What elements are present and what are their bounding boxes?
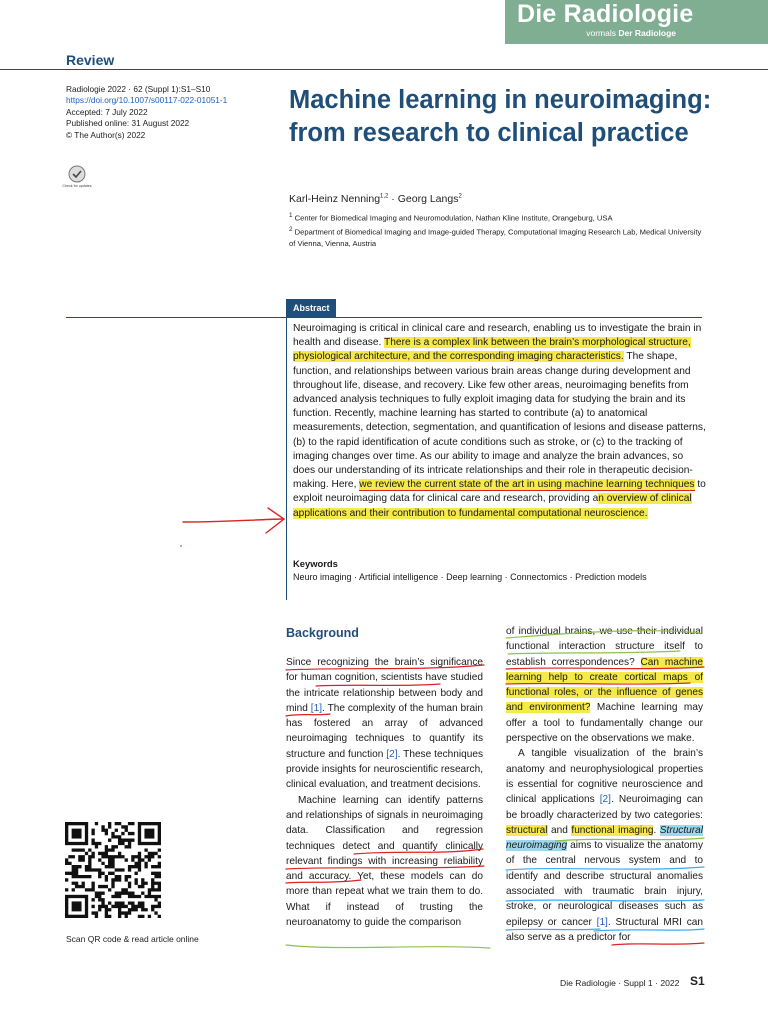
affiliation-1: [289, 210, 709, 224]
affiliation-text: Department of Biomedical Imaging and Image-guided Therapy, Computational Imaging Research Lab, Medical University of Vienna, Vienna, Austria: [289, 227, 702, 249]
body-text: and: [547, 824, 572, 836]
article-title: Machine learning in neuroimaging: from research to clinical practice: [289, 86, 712, 147]
header-divider: [0, 69, 768, 70]
affiliation-num: 2: [289, 226, 293, 233]
check-for-updates-icon[interactable]: [62, 165, 92, 191]
author-name: Georg Langs: [397, 193, 459, 205]
article-metadata: [66, 84, 227, 141]
journal-former-name: [586, 28, 676, 38]
page-number: S1: [690, 974, 705, 988]
copyright: © The Author(s) 2022: [66, 129, 146, 140]
body-column-1: [286, 655, 483, 930]
author-sup: 1,2: [380, 193, 389, 200]
author-separator: ·: [388, 193, 398, 205]
abstract-border: [286, 317, 287, 600]
highlighted-word: structural: [506, 824, 548, 836]
ink-dot: [180, 545, 182, 547]
body-text: . These techniques provide insights for neuroscientific research, clinical evaluation, and treatment decisions.: [286, 748, 483, 791]
section-label: Review: [66, 52, 115, 68]
abstract-divider: [66, 317, 702, 318]
journal-name: Die Radiologie: [517, 0, 694, 28]
abstract-label: Abstract: [286, 299, 336, 317]
paragraph: Machine learning can identify patterns and relationships of signals in neuroimaging data. Classification and regression techniques detect and quantify clinically relevant findings with increasing reliability and accuracy. Yet, these models can do more than repeat what we train them to do. What if instead of trusting the neuroanatomy to guide the comparison: [286, 794, 483, 929]
paragraph: [506, 746, 703, 945]
highlighted-sentence: There is a complex link between the brain’s morphological structure, physiological architecture, and the corresponding imaging characteristics.: [293, 337, 691, 363]
highlighted-sentence: n overview of clinical applications and their contribution to fundamental computational neuroscience.: [293, 493, 692, 519]
body-text: of individual brains, we use their individual functional interaction structure itself to establish correspondences?: [506, 626, 703, 668]
body-text: . Structural MRI can also serve as a predictor for: [506, 916, 703, 943]
footer-journal: Die Radiologie · Suppl 1 · 2022: [560, 978, 680, 988]
author-list: [289, 193, 462, 205]
body-text: A tangible visualization of the brain’s anatomy and neurophysiological properties is essential for cognitive neuroscience and clinical applications: [506, 748, 703, 806]
abstract-sentence: The shape, function, and relationships between various brain areas change during development and throughout life, disease, and recovery. Like few other areas, neuroimaging benefits from advanced analysis techniques to fully exploit imaging data for studying the brain and its function. Recently, machine learning has started to contribute (a) to anatomical measurements, detection, segmentation, and quantification of lesions and disease patterns, (b) to the rapid identification of acute conditions such as stroke, or (c) to the tracking of imaging changes over time. As our ability to image and analyze the brain advances, so does our understanding of its intricate relationships and their role in therapeutic decision-making. Here,: [293, 351, 706, 491]
qr-code[interactable]: [65, 822, 161, 918]
affiliation-2: [289, 224, 709, 250]
highlighted-word: functional imaging: [571, 824, 654, 836]
reference-link[interactable]: [2]: [386, 748, 398, 760]
body-text: . The complexity of the human brain has fostered an array of advanced neuroimaging techniques to quantify its structure and function: [286, 702, 483, 760]
body-text: Machine learning may offer a tool to fundamentally change our perspective on the observations we make.: [506, 702, 703, 745]
section-heading: Background: [286, 626, 359, 640]
author-name: Karl-Heinz Nenning: [289, 193, 381, 205]
journal-sub-prefix: vormals: [586, 28, 616, 38]
paragraph: [506, 624, 703, 746]
published-date: Published online: 31 August 2022: [66, 118, 190, 129]
highlighted-sentence: Can machine learning help to create cortical maps of functional roles, or the influence of genes and environment?: [506, 656, 703, 714]
body-column-2: [506, 624, 703, 945]
abstract-text: [293, 322, 707, 521]
body-text: Since recognizing the brain’s significance for human cognition, scientists have studied the intricate relationship between body and mind: [286, 657, 483, 714]
highlighted-term: Structural neuroimaging: [506, 824, 703, 852]
accepted-date: Accepted: 7 July 2022: [66, 106, 148, 117]
keywords-label: Keywords: [293, 558, 338, 569]
doi-link[interactable]: https://doi.org/10.1007/s00117-022-01051-1: [66, 95, 228, 106]
body-text: .: [653, 824, 660, 836]
body-text: . Neuroimaging can be broadly characterized by two categories:: [506, 794, 703, 821]
reference-link[interactable]: [2]: [599, 794, 611, 806]
author-sup: 2: [458, 193, 462, 200]
citation: Radiologie 2022 · 62 (Suppl 1):S1–S10: [66, 84, 211, 94]
keywords-list: Neuro imaging · Artificial intelligence · Deep learning · Connectomics · Prediction models: [293, 572, 647, 582]
abstract-sentence: Neuroimaging is critical in clinical care and research, enabling us to investigate the brain in health and disease.: [293, 323, 702, 349]
affiliation-num: 1: [289, 212, 293, 219]
reference-link[interactable]: [1]: [310, 702, 323, 714]
svg-text:Check for updates: Check for updates: [62, 184, 92, 188]
paragraph: [286, 655, 483, 793]
reference-link[interactable]: [1]: [596, 916, 608, 928]
red-arrow-annotation: [183, 508, 284, 533]
affiliation-text: Center for Biomedical Imaging and Neuromodulation, Nathan Kline Institute, Orangeburg, USA: [294, 213, 613, 223]
highlighted-sentence: we review the current state of the art in using machine learning techniques: [359, 479, 695, 491]
qr-label: Scan QR code & read article online: [66, 934, 199, 944]
journal-banner: [505, 0, 768, 44]
journal-sub-name: Der Radiologe: [618, 28, 676, 38]
abstract-sentence: to exploit neuroimaging data for clinical care and research, providing a: [293, 479, 706, 505]
body-text: aims to visualize the anatomy of the central nervous system and to identify and describe structural anomalies associated with traumatic brain injury, stroke, or neurological diseases such as epilepsy or cancer: [506, 840, 703, 928]
